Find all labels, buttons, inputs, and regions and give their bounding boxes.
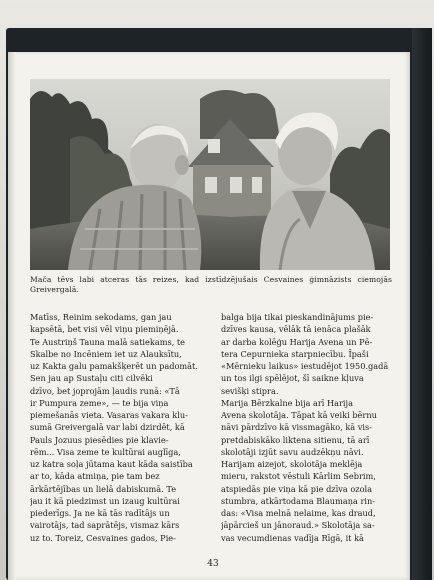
text-line: nāvi pārdzīvo kā vissmagāko, kā vis- xyxy=(221,422,372,433)
left-text-column xyxy=(30,311,199,544)
text-line: Harijam aizejot, skolotāja meklēja xyxy=(221,459,363,469)
text-line: sumā Greivergalā var labi dzirdēt, kā xyxy=(30,422,185,433)
page-number: 43 xyxy=(207,559,219,569)
text-line: Te Austriņš Tauna malā satiekams, te xyxy=(30,336,186,347)
text-line: sevišķi stipra. xyxy=(221,385,279,396)
text-line: dzīvo, bet joprojām ļaudis runā: «Tā xyxy=(30,385,180,396)
page-gutter-shadow xyxy=(8,52,16,580)
text-line: vairotājs, tad saprātējs, vismaz kārs xyxy=(30,520,180,531)
text-line: piederīgs. Ja ne kā tās radītājs un xyxy=(30,508,170,518)
text-line: atspiedās pie viņa kā pie dzīva ozola xyxy=(221,483,373,494)
text-line: Skalbe no Incēniem iet uz Alauksītu, xyxy=(30,348,182,359)
text-line: jau it kā piedzimst un izaug kultūrai xyxy=(30,495,180,506)
text-line: tera Cepurnieka starpniecību. Īpaši xyxy=(221,348,369,359)
text-line: ar darba kolēģu Harija Avena un Pē- xyxy=(221,336,373,347)
book-page xyxy=(8,52,410,580)
text-line: un tos ilgi spēlējot, šī saikne kļuva xyxy=(221,373,364,384)
text-line: das: «Visa melnā nelaime, kas draud, xyxy=(221,508,376,518)
text-line: stumbra, atkārtodama Blaumaņa rin- xyxy=(221,495,376,506)
text-line: rēm... Visa zeme te kultūrai auglīga, xyxy=(30,446,181,457)
text-line: kapsētā, bet visi vēl viņu piemiņējā. xyxy=(30,324,179,335)
text-line: jāpārcieš un jānoraud.» Skolotāja sa- xyxy=(221,520,375,531)
text-line: dzīves kausa, vēlāk tā ienāca plašāk xyxy=(221,324,371,335)
text-line: skolotāji izjūt savu audzēkņu nāvi. xyxy=(221,446,364,457)
text-line: ārkārtējības un lielā dabiskumā. Te xyxy=(30,483,177,494)
text-line: mieru, rakstot vēstuli Kārlim Sebrim, xyxy=(221,471,376,482)
text-line: uz katra soļa jūtama kaut kāda saistība xyxy=(30,459,193,469)
text-line: Matīss, Reinim sekodams, gan jau xyxy=(30,312,172,322)
text-line: ar to, kāda atmiņa, pie tam bez xyxy=(30,471,160,482)
text-line: «Mērnieku laikus» iestudējot 1950.gadā xyxy=(221,361,389,371)
photo-two-men-talking xyxy=(30,79,390,270)
text-line: Avena skolotāja. Tāpat kā veiki bērnu xyxy=(221,410,377,420)
photo-caption: Mača tēvs labi atceras tās reizes, kad izstīdzējušais Cesvaines ģimnāzists ciemojās Greivergalā. xyxy=(30,275,392,294)
text-line: Pauls Jozuus piesēdies pie klavie- xyxy=(30,434,169,445)
text-line: ir Pumpura zeme», — te bija viņa xyxy=(30,397,169,408)
text-line: Marija Bērzkalne bija arī Harija xyxy=(221,397,353,408)
right-text-column xyxy=(221,311,390,544)
text-line: balga bija tikai pieskandinājums pie- xyxy=(221,312,374,322)
text-line: uz Kakta galu pamakšķerēt un padomāt. xyxy=(30,361,198,371)
text-line: uz to. Toreiz, Cesvaines gados, Pie- xyxy=(30,532,176,543)
text-line: piemešanās vieta. Vasaras vakara klu- xyxy=(30,410,188,420)
text-line: vas vecumdienas vadīja Rīgā, it kā xyxy=(221,532,364,543)
photograph xyxy=(30,79,390,270)
text-line: pretdabiskāko liktena sitienu, tā arī xyxy=(221,434,370,445)
book-spine xyxy=(412,28,432,580)
text-line: Sen jau ap Sustaļu citi cilvēki xyxy=(30,373,153,384)
